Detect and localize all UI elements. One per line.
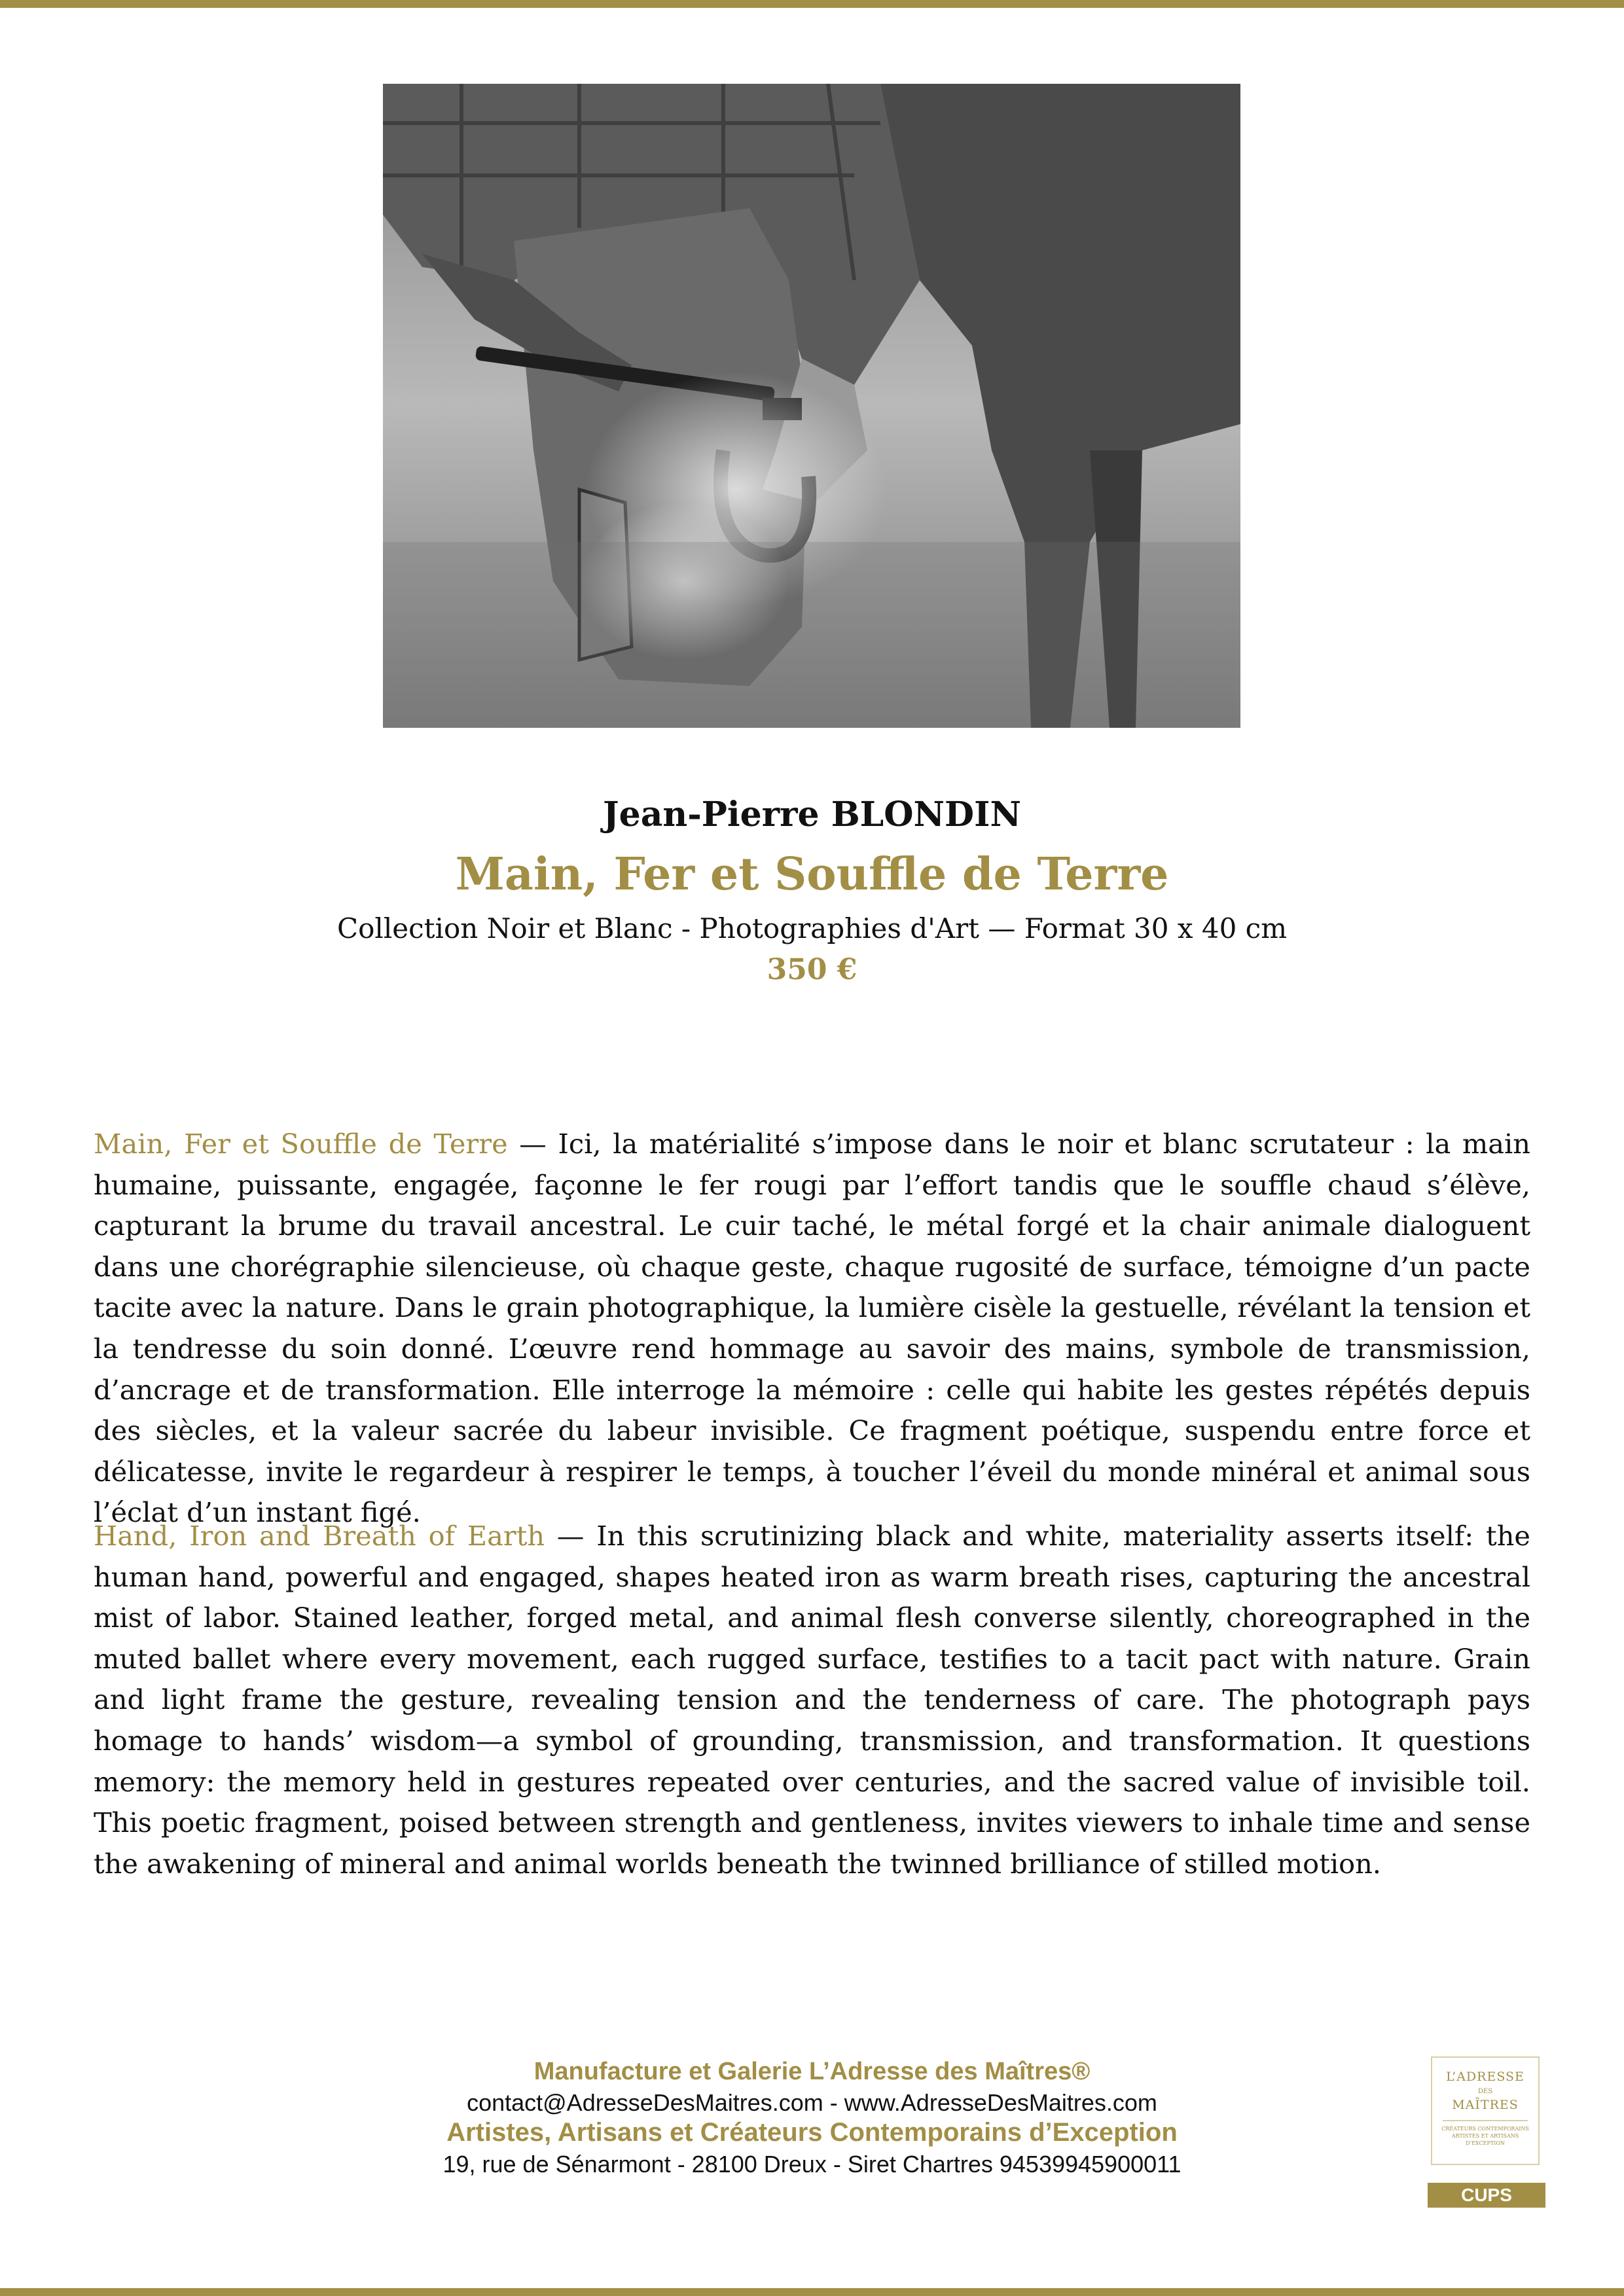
artwork-photograph bbox=[383, 84, 1240, 728]
gallery-tagline: Artistes, Artisans et Créateurs Contemporains d’Exception bbox=[446, 2118, 1178, 2147]
logo-line-2: DES bbox=[1477, 2088, 1493, 2095]
artist-name: Jean-Pierre BLONDIN bbox=[603, 795, 1021, 834]
logo-line-1: L’ADRESSE bbox=[1446, 2070, 1525, 2084]
gallery-name: Manufacture et Galerie L’Adresse des Maîtres® bbox=[533, 2058, 1091, 2085]
artwork-price: 350 € bbox=[767, 953, 857, 986]
description-french-lead: Main, Fer et Souffle de Terre bbox=[94, 1128, 508, 1160]
logo-divider bbox=[1443, 2120, 1528, 2121]
description-english-lead: Hand, Iron and Breath of Earth bbox=[94, 1520, 545, 1552]
description-english-body: — In this scrutinizing black and white, materiality asserts itself: the human hand, powerful and engaged, shapes heated iron as warm breath rises, capturing the ancestral mist of labor. Stained leather, forged metal, and animal flesh converse silently, choreographed in the muted ballet where every movement, each rugged surface, testifies to a tacit pact with nature. Grain and light frame the gesture, revealing tension and the tenderness of care. The photograph pays homage to hands’ wisdom—a symbol of grounding, transmission, and transformation. It questions memory: the memory held in gestures repeated over centuries, and the sacred value of invisible toil. This poetic fragment, poised between strength and gentleness, invites viewers to inhale time and sense the awakening of mineral and animal worlds beneath the twinned brilliance of stilled motion. bbox=[94, 1520, 1530, 1880]
description-french bbox=[94, 1124, 1530, 1534]
top-gold-rule bbox=[0, 0, 1624, 8]
gallery-address: 19, rue de Sénarmont - 28100 Dreux - Siret Chartres 94539945900011 bbox=[442, 2151, 1182, 2178]
description-french-body: — Ici, la matérialité s’impose dans le noir et blanc scrutateur : la main humaine, puissante, engagée, façonne le fer rougi par l’effort tandis que le souffle chaud s’élève, capturant la brume du travail ancestral. Le cuir taché, le métal forgé et la chair animale dialoguent dans une chorégraphie silencieuse, où chaque geste, chaque rugosité de surface, témoigne d’un pacte tacite avec la nature. Dans le grain photographique, la lumière cisèle la gestuelle, révélant la tension et la tendresse du soin donné. L’œuvre rend hommage au savoir des mains, symbole de transmission, d’ancrage et de transformation. Elle interroge la mémoire : celle qui habite les gestes répétés depuis des siècles, et la valeur sacrée du labeur invisible. Ce fragment poétique, suspendu entre force et délicatesse, invite le regardeur à respirer le temps, à toucher l’éveil du monde minéral et animal sous l’éclat d’un instant figé. bbox=[94, 1128, 1530, 1529]
artwork-format: Collection Noir et Blanc - Photographies d'Art — Format 30 x 40 cm bbox=[336, 912, 1288, 944]
logo-line-3: MAÎTRES bbox=[1452, 2098, 1519, 2112]
description-english bbox=[94, 1516, 1530, 1884]
logo-tagline: CRÉATEURS CONTEMPORAINS ARTISTES ET ARTISANS D’EXCEPTION bbox=[1441, 2126, 1529, 2146]
cups-badge: CUPS bbox=[1428, 2183, 1545, 2208]
gallery-contact: contact@AdresseDesMaitres.com - www.AdresseDesMaitres.com bbox=[467, 2089, 1157, 2116]
artwork-title: Main, Fer et Souffle de Terre bbox=[455, 848, 1169, 901]
gallery-logo bbox=[1431, 2056, 1540, 2165]
bottom-gold-rule bbox=[0, 2288, 1624, 2296]
